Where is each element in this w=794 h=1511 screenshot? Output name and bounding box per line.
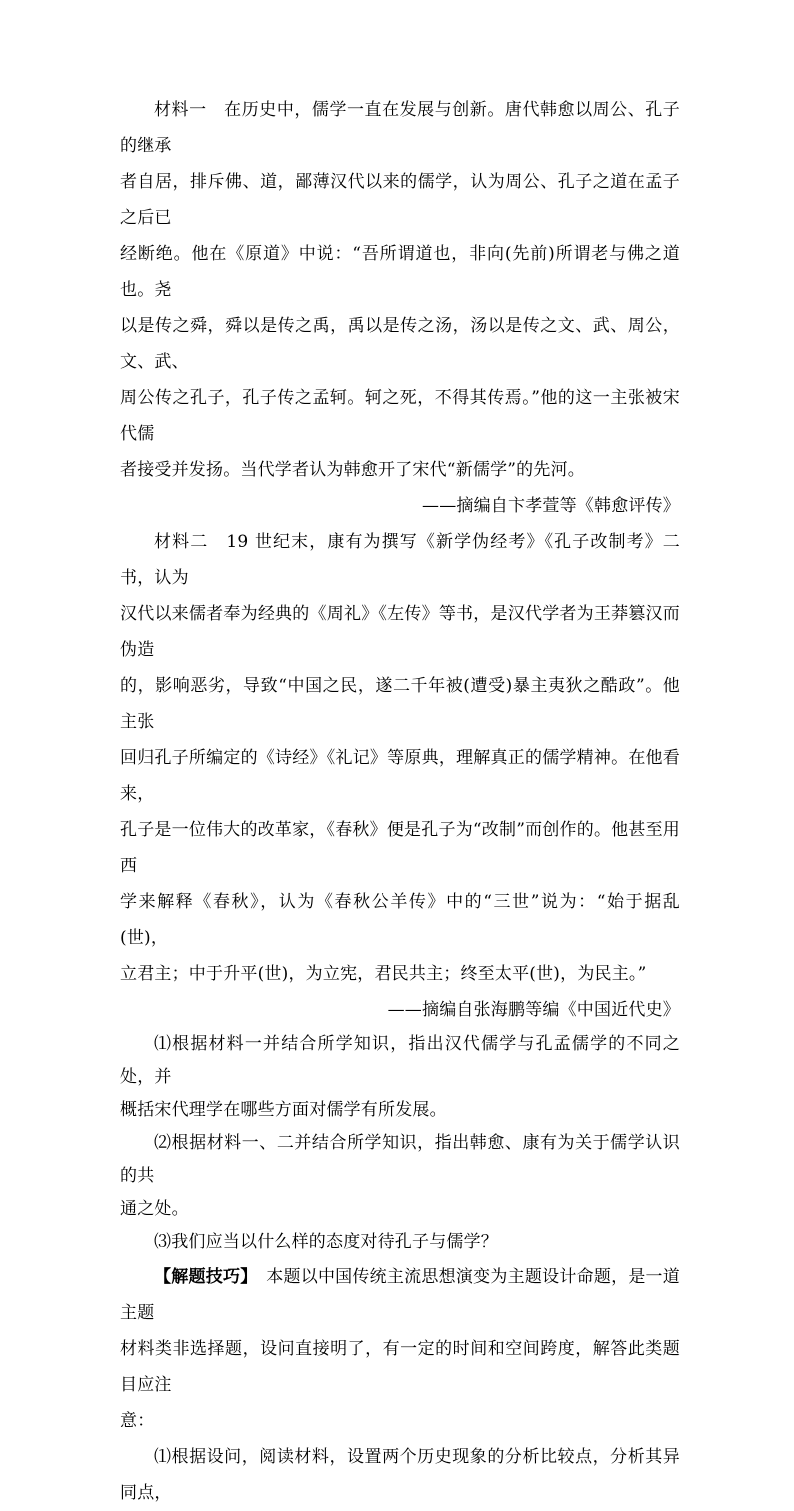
material-2-line: 的，影响恶劣，导致“中国之民，遂二千年被(遭受)暴主夷狄之酷政”。他主张 — [120, 676, 680, 732]
material-2-line: 回归孔子所编定的《诗经》《礼记》等原典，理解真正的儒学精神。在他看来， — [120, 748, 680, 804]
material-2-source: ——摘编自张海鹏等编《中国近代史》 — [387, 1000, 680, 1020]
question-1-line: ⑴根据材料一并结合所学知识，指出汉代儒学与孔孟儒学的不同之处，并 — [120, 1034, 680, 1087]
tips-paragraph — [120, 1259, 680, 1439]
tips-line: 本题以中国传统主流思想演变为主题设计命题，是一道主题 — [120, 1267, 681, 1323]
material-2 — [120, 524, 680, 992]
material-2-line: 汉代以来儒者奉为经典的《周礼》《左传》等书，是汉代学者为王莽篡汉而伪造 — [120, 604, 680, 660]
material-1-source: ——摘编自卞孝萱等《韩愈评传》 — [422, 496, 680, 516]
material-2-line: 立君主；中于升平(世)，为立宪，君民共主；终至太平(世)，为民主。” — [120, 964, 647, 984]
material-1-line: 者接受并发扬。当代学者认为韩愈开了宋代“新儒学”的先河。 — [120, 460, 585, 480]
question-2 — [120, 1127, 680, 1226]
material-1-line: 材料一 在历史中，儒学一直在发展与创新。唐代韩愈以周公、孔子的继承 — [120, 100, 680, 156]
question-3 — [120, 1226, 680, 1259]
tips-line: 意： — [120, 1411, 155, 1431]
tips-line: 材料类非选择题，设问直接明了，有一定的时间和空间跨度，解答此类题目应注 — [120, 1339, 680, 1395]
tip-1 — [120, 1439, 680, 1511]
material-1-line: 者自居，排斥佛、道，鄙薄汉代以来的儒学，认为周公、孔子之道在孟子之后已 — [120, 172, 680, 228]
material-2-line: 材料二 19 世纪末，康有为撰写《新学伪经考》《孔子改制考》二书，认为 — [120, 532, 680, 588]
document-page — [120, 92, 680, 1511]
material-2-line: 学来解释《春秋》，认为《春秋公羊传》中的“三世”说为：“始于据乱(世)， — [120, 892, 680, 948]
question-2-line: 通之处。 — [120, 1199, 189, 1219]
material-1 — [120, 92, 680, 488]
material-1-line: 以是传之舜，舜以是传之禹，禹以是传之汤，汤以是传之文、武、周公，文、武、 — [120, 316, 680, 372]
material-1-line: 周公传之孔子，孔子传之孟轲。轲之死，不得其传焉。”他的这一主张被宋代儒 — [120, 388, 680, 444]
material-1-line: 经断绝。他在《原道》中说：“吾所谓道也，非向(先前)所谓老与佛之道也。尧 — [120, 244, 680, 300]
tip-1-line: ⑴根据设问，阅读材料，设置两个历史现象的分析比较点，分析其异同点， — [120, 1447, 680, 1503]
material-2-line: 孔子是一位伟大的改革家，《春秋》便是孔子为“改制”而创作的。他甚至用西 — [120, 820, 680, 876]
question-1-line: 概括宋代理学在哪些方面对儒学有所发展。 — [120, 1100, 447, 1120]
question-3-line: ⑶我们应当以什么样的态度对待孔子与儒学？ — [154, 1232, 498, 1252]
question-1 — [120, 1028, 680, 1127]
question-2-line: ⑵根据材料一、二并结合所学知识，指出韩愈、康有为关于儒学认识的共 — [120, 1133, 680, 1186]
tips-first-line — [120, 1259, 680, 1331]
tips-heading: 【解题技巧】 — [154, 1267, 249, 1287]
